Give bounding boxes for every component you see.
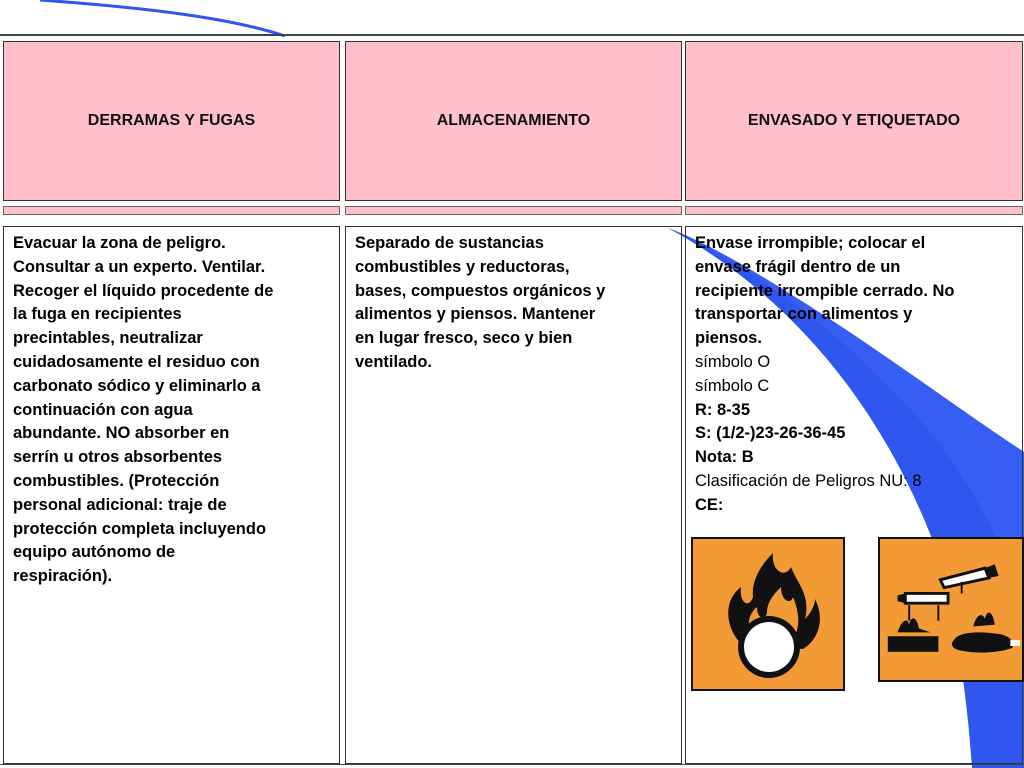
- text-line: Clasificación de Peligros NU: 8: [695, 471, 922, 490]
- text-line: CE:: [695, 495, 724, 514]
- text-line: símbolo C: [695, 376, 770, 395]
- text-line: transportar con alimentos y: [695, 305, 913, 324]
- table-bottom-border: [0, 764, 1024, 765]
- text-line: Separado de sustancias: [355, 234, 544, 252]
- text-line: abundante. NO absorber en: [13, 424, 230, 443]
- text-line: ventilado.: [355, 352, 433, 371]
- text-line: bases, compuestos orgánicos y: [355, 281, 606, 300]
- corrosive-pictogram: [878, 537, 1024, 682]
- text-line: en lugar fresco, seco y bien: [355, 329, 573, 348]
- table-top-border: [0, 34, 1024, 36]
- text-line: serrín u otros absorbentes: [13, 448, 223, 467]
- text-line: recipiente irrompible cerrado. No: [695, 281, 955, 300]
- text-line: S: (1/2-)23-26-36-45: [695, 424, 846, 443]
- text-line: Recoger el líquido procedente de: [13, 281, 274, 300]
- text-line: la fuga en recipientes: [13, 305, 182, 324]
- text-line: Evacuar la zona de peligro.: [13, 234, 226, 252]
- separator-stripe: [685, 206, 1023, 215]
- text-line: cuidadosamente el residuo con: [13, 352, 260, 371]
- text-line: protección completa incluyendo: [13, 519, 267, 538]
- corrosive-icon: [880, 539, 1022, 680]
- header-spills: DERRAMAS Y FUGAS: [3, 41, 340, 201]
- text-line: precintables, neutralizar: [13, 329, 203, 348]
- text-line: R: 8-35: [695, 400, 751, 419]
- text-line: Consultar a un experto. Ventilar.: [13, 257, 266, 276]
- text-line: envase frágil dentro de un: [695, 257, 901, 276]
- text-line: combustibles. (Protección: [13, 471, 220, 490]
- cell-storage: [345, 226, 682, 764]
- text-line: respiración).: [13, 567, 113, 586]
- text-line: carbonato sódico y eliminarlo a: [13, 376, 261, 395]
- text-line: combustibles y reductoras,: [355, 257, 570, 276]
- text-line: personal adicional: traje de: [13, 495, 227, 514]
- text-line: piensos.: [695, 329, 762, 348]
- oxidant-pictogram: [691, 537, 845, 691]
- flame-over-circle-icon: [693, 539, 843, 689]
- text-line: símbolo O: [695, 352, 771, 371]
- separator-stripe: [345, 206, 682, 215]
- text-line: Envase irrompible; colocar el: [695, 234, 926, 252]
- separator-stripe: [3, 206, 340, 215]
- text-line: Nota: B: [695, 448, 754, 467]
- text-line: alimentos y piensos. Mantener: [355, 305, 596, 324]
- text-line: continuación con agua: [13, 400, 193, 419]
- text-line: equipo autónomo de: [13, 543, 176, 562]
- header-packaging: ENVASADO Y ETIQUETADO: [685, 41, 1023, 201]
- header-storage: ALMACENAMIENTO: [345, 41, 682, 201]
- cell-spills: [3, 226, 340, 764]
